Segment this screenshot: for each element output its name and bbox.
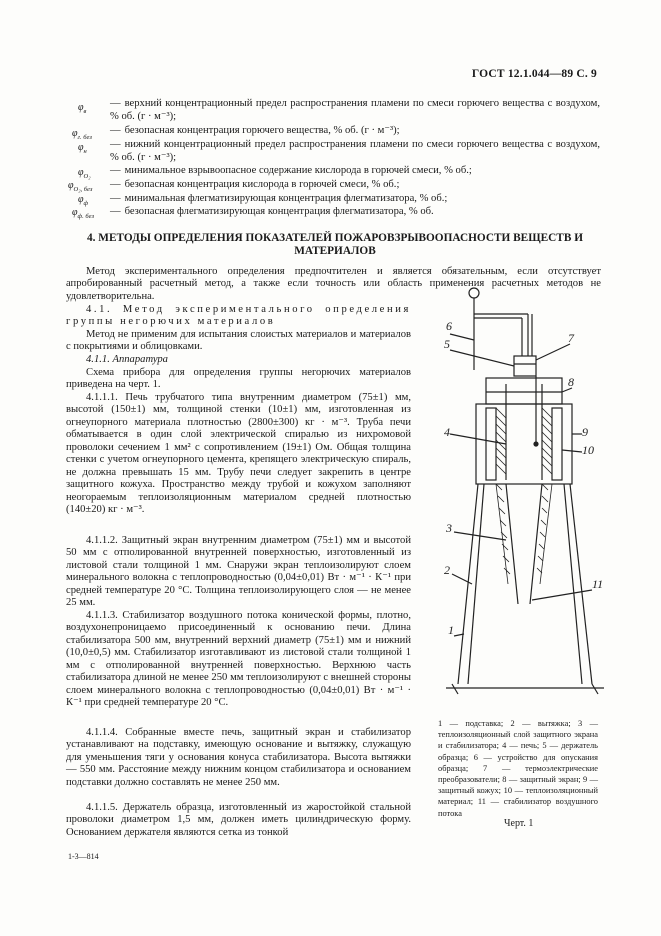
label-7: 7 — [568, 331, 574, 345]
symbol-phi-f: $\varphi_ф$ — [78, 194, 89, 207]
definition-phi-n: — нижний концентрационный предел распространения пламени по смеси горючего вещества с воздухом, % об. (г · м⁻³); — [110, 139, 600, 163]
label-6: 6 — [446, 319, 452, 333]
label-8: 8 — [568, 375, 574, 389]
paragraph-4-1-1-2: 4.1.1.2. Защитный экран внутренним диаметром (75±1) мм и высотой 50 мм с отполированной внутренней поверхностью, изготовленный из листовой стали толщиной 1 мм. Снаружи экран теплоизолируют слоем минерального волокна с теплопроводностью (0,04±0,01) Вт · м⁻¹ · К⁻¹ при средней температуре 20 °С. Толщина теплоизолирующего слоя — не менее 25 мм. — [66, 535, 411, 609]
label-11: 11 — [592, 577, 604, 591]
label-4: 4 — [444, 425, 450, 439]
symbol-phi-v: $\varphi_в$ — [78, 102, 87, 115]
label-10: 10 — [582, 443, 594, 457]
subsection-4-1-1: 4.1.1. Аппаратура — [86, 354, 168, 365]
symbol-phi-f-bez: $\varphi_{ф. без}$ — [72, 207, 95, 220]
paragraph-4-1-note: Метод не применим для испытания слоистых материалов и материалов с покрытиями и облицовками. — [66, 329, 411, 353]
label-1: 1 — [448, 623, 454, 637]
symbol-phi-g-bez: $\varphi_{г. без}$ — [72, 128, 92, 141]
figure-caption: 1 — подставка; 2 — вытяжка; 3 — теплоизоляционный слой защитного экрана и стабилизатора; 4 — печь; 5 — держатель образца; 6 — устройство для опускания образца; 7 — термоэлектрические преобразователи; 8 — защитный экран; 9 — защитный кожух; 10 — теплоизоляционный материал; 11 — стабилизатор воздушного потока — [438, 719, 598, 818]
label-2: 2 — [444, 563, 450, 577]
intro-paragraph: Метод экспериментального определения предпочтителен и является обязательным, если отсутствует апробированный расчетный метод, а также если точность или область применения расчетных методов не удовлетворительна. — [66, 266, 601, 302]
paragraph-scheme: Схема прибора для определения группы негорючих материалов приведена на черт. 1. — [66, 367, 411, 391]
definition-phi-o2-bez: — безопасная концентрация кислорода в горючей смеси, % об.; — [110, 179, 400, 190]
definition-phi-f-bez: — безопасная флегматизирующая концентрация флегматизатора, % об. — [110, 206, 434, 217]
symbol-phi-n: $\varphi_н$ — [78, 142, 87, 155]
apparatus-diagram — [432, 284, 610, 714]
definition-phi-o2: — минимальное взрывоопасное содержание кислорода в горючей смеси, % об.; — [110, 165, 472, 176]
label-3: 3 — [446, 521, 452, 535]
paragraph-4-1-1-3: 4.1.1.3. Стабилизатор воздушного потока конической формы, плотно, воздухонепроницаемо присоединенный к основанию печи. Длина стабилизатора 500 мм, внутренний верхний диаметр (75±1) мм и нижний (10,0±0,5) мм. Стабилизатор изготавливают из листовой стали толщиной 1 мм с отполированной внутренней поверхностью. Верхнюю часть стабилизатора длиной не менее 250 мм теплоизолируют с внешней стороны слоем минерального волокна с теплопроводностью (0,04±0,01) Вт · м⁻¹ · К⁻¹ при средней температуре 20 °С. — [66, 610, 411, 709]
label-9: 9 — [582, 425, 588, 439]
section-title: 4. МЕТОДЫ ОПРЕДЕЛЕНИЯ ПОКАЗАТЕЛЕЙ ПОЖАРОВЗРЫВООПАСНОСТИ ВЕЩЕСТВ И МАТЕРИАЛОВ — [87, 232, 583, 257]
definition-phi-v: — верхний концентрационный предел распространения пламени по смеси горючего вещества с воздухом, % об. (г · м⁻³); — [110, 98, 600, 122]
figure-title: Черт. 1 — [504, 818, 534, 829]
symbol-phi-o2-bez: $\varphi_{O_2, без}$ — [68, 180, 93, 193]
label-5: 5 — [444, 337, 450, 351]
page-header: ГОСТ 12.1.044—89 С. 9 — [471, 68, 597, 80]
page-footer-code: 1-3—814 — [68, 852, 99, 861]
definition-phi-f: — минимальная флегматизирующая концентрация флегматизатора, % об.; — [110, 193, 448, 204]
paragraph-4-1-1-1: 4.1.1.1. Печь трубчатого типа внутренним диаметром (75±1) мм, высотой (150±1) мм, толщиной стенки (10±1) мм, изготовленная из огнеупорного материала плотностью (2800±300) кг · м⁻³. Труба печи обматывается в один слой электрической спиралью из нихромовой проволоки сечением 1 мм² с сопротивлением (19±1) Ом. Общая толщина стенки с учетом огнеупорного цемента, крепящего электрическую спираль, не должна превышать 15 мм. Трубу печи следует закрепить в центре защитного кожуха. Пространство между трубой и кожухом заполняют неогораемым теплоизоляционным материалом средней плотностью (140±20) кг · м⁻³. — [66, 392, 411, 516]
symbol-phi-o2: $\varphi_{O_2}$ — [78, 167, 91, 180]
definition-phi-g-bez: — безопасная концентрация горючего вещества, % об. (г · м⁻³); — [110, 125, 400, 136]
paragraph-4-1-1-5: 4.1.1.5. Держатель образца, изготовленный из жаростойкой стальной проволоки диаметром 1,5 мм, должен иметь цилиндрическую форму. Основанием держателя являются сетка из тонкой — [66, 802, 411, 838]
subsection-4-1: 4.1. Метод экспериментального определения группы негорючих материалов — [66, 304, 411, 328]
paragraph-4-1-1-4: 4.1.1.4. Собранные вместе печь, защитный экран и стабилизатор устанавливают на подставку, имеющую основание и вытяжку, служащую для уменьшения тяги у основания конуса стабилизатора. Высота вытяжки — 550 мм. Расстояние между нижним концом стабилизатора и основанием подставки должно составлять не менее 250 мм. — [66, 727, 411, 788]
